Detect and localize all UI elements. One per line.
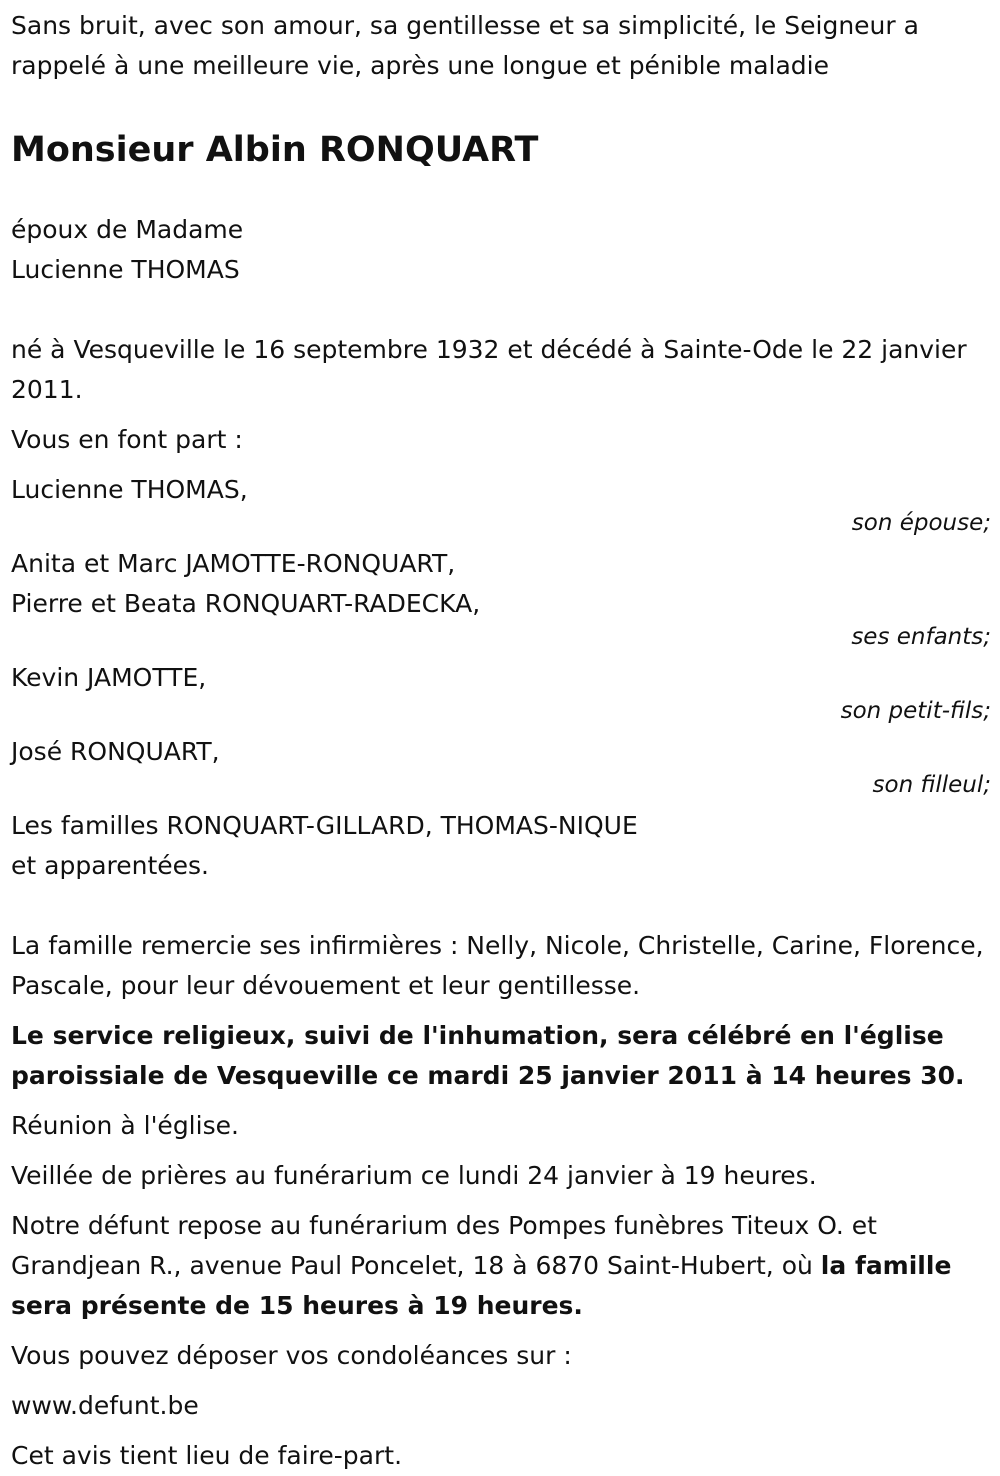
family-role: son petit-fils;: [840, 698, 991, 724]
family-name: Pierre et Beata RONQUART-RADECKA,: [11, 589, 481, 618]
family-name: Kevin JAMOTTE,: [11, 663, 207, 692]
repose-text: Notre défunt repose au funérarium des Pompes funèbres Titeux O. et Grandjean R., avenue Paul Poncelet, 18 à 6870 Saint-Hubert, où: [11, 1211, 877, 1280]
family-group-children: [11, 544, 991, 650]
thanks-text: La famille remercie ses infirmières : Nelly, Nicole, Christelle, Carine, Florence, Pascale, pour leur dévouement et leur gentillesse.: [11, 931, 984, 1000]
service-text: Le service religieux, suivi de l'inhumation, sera célébré en l'église paroissiale de Vesqueville ce mardi 25 janvier 2011 à 14 heures 30.: [11, 1021, 965, 1090]
birth-death-text: né à Vesqueville le 16 septembre 1932 et décédé à Sainte-Ode le 22 janvier 2011.: [11, 335, 967, 404]
family-group-grandson: [11, 658, 991, 724]
repose-bold-text: la famille sera présente de 15 heures à 19 heures.: [11, 1251, 952, 1320]
deceased-name: Monsieur Albin RONQUART: [11, 130, 539, 170]
family-name: Anita et Marc JAMOTTE-RONQUART,: [11, 549, 456, 578]
family-group-spouse: [11, 470, 991, 536]
obituary-notice: [11, 6, 991, 1476]
family-role: son épouse;: [851, 510, 991, 536]
reunion-text: Réunion à l'église.: [11, 1111, 239, 1140]
website-link[interactable]: www.defunt.be: [11, 1391, 199, 1420]
vigil-text: Veillée de prières au funérarium ce lundi 24 janvier à 19 heures.: [11, 1161, 817, 1190]
family-group-godson: [11, 732, 991, 798]
spouse-line-2: Lucienne THOMAS: [11, 255, 240, 284]
family-role: son filleul;: [872, 772, 991, 798]
family-role: ses enfants;: [851, 624, 991, 650]
repose-paragraph: [11, 1206, 991, 1326]
families-line-2: et apparentées.: [11, 851, 209, 880]
closing-text: Cet avis tient lieu de faire-part.: [11, 1441, 403, 1470]
family-name: José RONQUART,: [11, 737, 220, 766]
intro-text: Sans bruit, avec son amour, sa gentillesse et sa simplicité, le Seigneur a rappelé à une meilleure vie, après une longue et pénible maladie: [11, 11, 919, 80]
family-name: Lucienne THOMAS,: [11, 475, 248, 504]
announce-text: Vous en font part :: [11, 425, 243, 454]
families-line-1: Les familles RONQUART-GILLARD, THOMAS-NIQUE: [11, 811, 638, 840]
condolences-text: Vous pouvez déposer vos condoléances sur :: [11, 1341, 572, 1370]
spouse-line-1: époux de Madame: [11, 215, 244, 244]
